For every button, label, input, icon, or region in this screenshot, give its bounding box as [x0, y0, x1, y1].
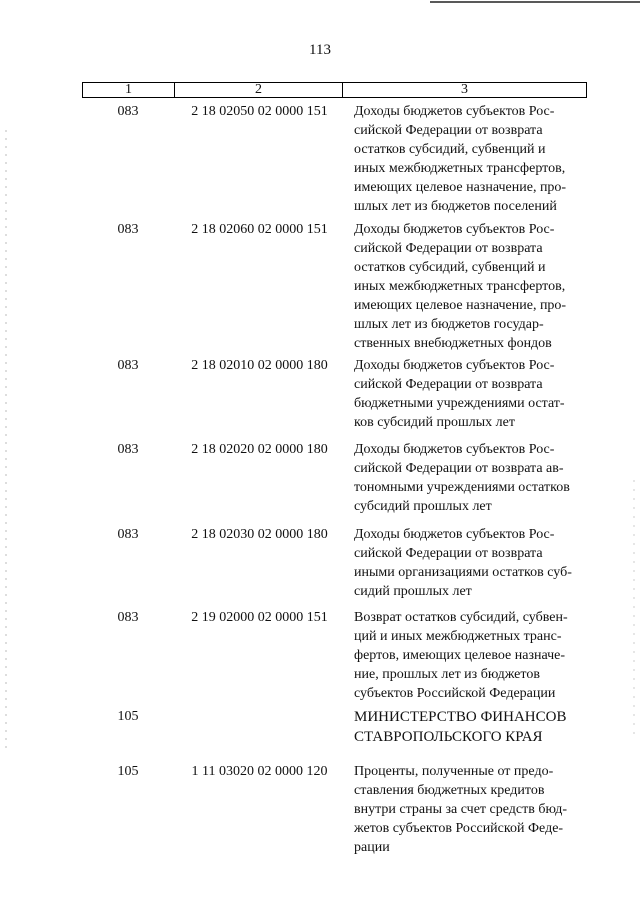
header-col-1: 1: [83, 83, 175, 97]
budget-code: 2 18 02020 02 0000 180: [191, 442, 328, 457]
income-description: Доходы бюджетов субъектов Рос- сийской Федерации от возврата остатков субсидий, субвенций и иных межбюджетных трансфертов, имеющих целевое назначение, про- шлых лет из бюджетов государ- ственных внебюджетных фондов: [354, 222, 567, 351]
income-description: Возврат остатков субсидий, субвен- ций и иных межбюджетных транс- фертов, имеющих целевое назначе- ние, прошлых лет из бюджетов субъектов Российской Федерации: [354, 610, 568, 701]
income-description: Доходы бюджетов субъектов Рос- сийской Федерации от возврата ав- тономными учреждениями остатков субсидий прошлых лет: [354, 442, 570, 514]
admin-code: 083: [117, 222, 139, 237]
scan-corner-line: [0, 0, 640, 10]
admin-code: 105: [117, 709, 139, 724]
budget-code: 1 11 03020 02 0000 120: [191, 764, 328, 779]
scan-right-dots: [632, 480, 636, 740]
income-description: Проценты, полученные от предо- ставления бюджетных кредитов внутри страны за счет средств бюд- жетов субъектов Российской Феде- рации: [354, 764, 568, 855]
ministry-name: МИНИСТЕРСТВО ФИНАНСОВ СТАВРОПОЛЬСКОГО КРАЯ: [354, 709, 567, 745]
admin-code: 083: [117, 442, 139, 457]
header-col-3: 3: [461, 82, 468, 97]
scan-margin-dots: [4, 130, 8, 750]
budget-code: 2 18 02030 02 0000 180: [191, 527, 328, 542]
income-description: Доходы бюджетов субъектов Рос- сийской Федерации от возврата иными организациями остатков суб- сидий прошлых лет: [354, 527, 572, 599]
budget-code: 2 18 02010 02 0000 180: [191, 358, 328, 373]
budget-code: 2 18 02050 02 0000 151: [191, 104, 328, 119]
table-header: [82, 82, 587, 98]
page-number: 113: [309, 42, 331, 58]
header-col-2: 2: [175, 83, 343, 97]
income-description: Доходы бюджетов субъектов Рос- сийской Федерации от возврата остатков субсидий, субвенций и иных межбюджетных трансфертов, имеющих целевое назначение, про- шлых лет из бюджетов поселений: [354, 104, 567, 214]
admin-code: 105: [117, 764, 139, 779]
budget-code: 2 18 02060 02 0000 151: [191, 222, 328, 237]
income-description: Доходы бюджетов субъектов Рос- сийской Федерации от возврата бюджетными учреждениями остат- ков субсидий прошлых лет: [354, 358, 565, 430]
admin-code: 083: [117, 104, 139, 119]
admin-code: 083: [117, 358, 139, 373]
admin-code: 083: [117, 527, 139, 542]
admin-code: 083: [117, 610, 139, 625]
budget-code: 2 19 02000 02 0000 151: [191, 610, 328, 625]
